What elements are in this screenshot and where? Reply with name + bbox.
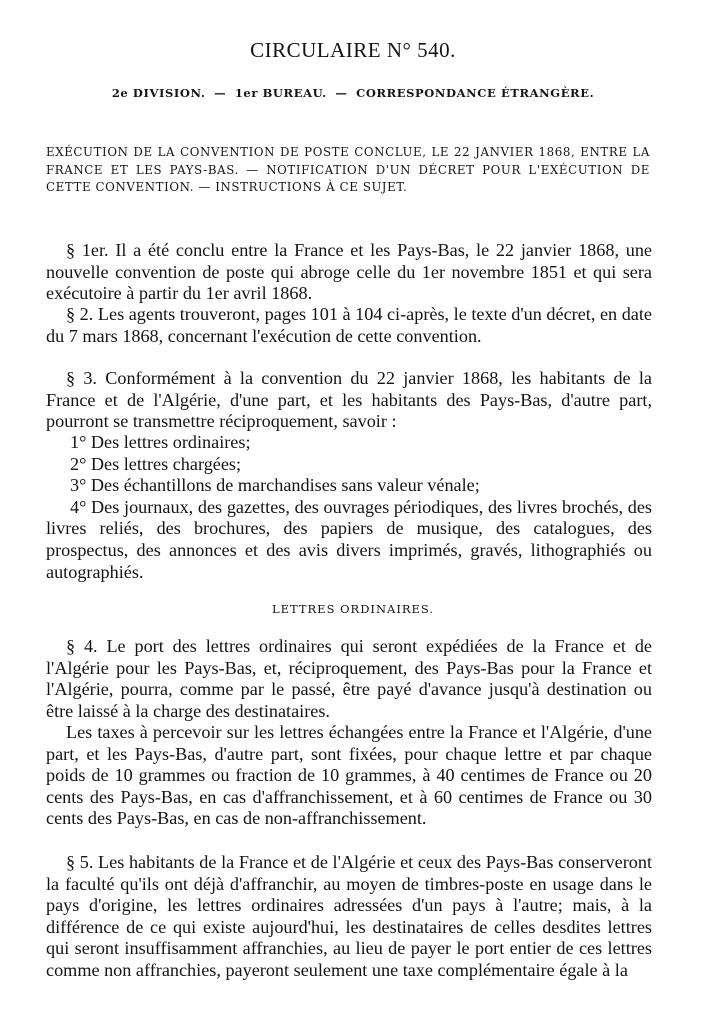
separator: — [335,86,348,100]
paragraph-4: § 4. Le port des lettres ordinaires qui seront expédiées de la France et de l'Algérie pour les Pays-Bas, et, réciproquement, des Pays-Bas pour la France et l'Algérie, pourra, comme par le passé, être payé d'avance jusqu'à destination ou être laissé à la charge des destinataires. [46,636,652,721]
service-label: CORRESPONDANCE ÉTRANGÈRE. [356,86,595,100]
department-line [0,86,706,100]
items-list [46,432,652,583]
paragraph-4b: Les taxes à percevoir sur les lettres échangées entre la France et l'Algérie, d'une part, et les Pays-Bas, d'autre part, sont fixées, pour chaque lettre et par chaque poids de 10 grammes ou fraction de 10 grammes, à 40 centimes de France ou 20 cents des Pays-Bas, en cas d'affranchissement, et à 60 centimes de France ou 30 cents des Pays-Bas, en cas de non-affranchissement. [46,722,652,829]
list-item: 2° Des lettres chargées; [70,453,242,474]
separator: — [214,86,227,100]
paragraph-3: § 3. Conformément à la convention du 22 janvier 1868, les habitants de la France et de l'Algérie, d'une part, et les habitants des Pays-Bas, d'autre part, pourront se transmettre réciproquement, savoir : [46,368,652,432]
list-item: 4° Des journaux, des gazettes, des ouvrages périodiques, des livres brochés, des livres reliés, des brochures, des papiers de musique, des catalogues, des prospectus, des annonces et des avis divers imprimés, gravés, lithographiés ou autographiés. [46,496,652,582]
paragraph-1: § 1er. Il a été conclu entre la France et les Pays-Bas, le 22 janvier 1868, une nouvelle convention de poste qui abroge celle du 1er novembre 1851 et qui sera exécutoire à partir du 1er avril 1868. [46,240,652,304]
subject-heading: EXÉCUTION DE LA CONVENTION DE POSTE CONCLUE, LE 22 JANVIER 1868, ENTRE LA FRANCE ET LES PAYS-BAS. — NOTIFICATION D'UN DÉCRET POUR L'EXÉCUTION DE CETTE CONVENTION. — INSTRUCTIONS À CE SUJET. [46,145,650,194]
section-title: LETTRES ORDINAIRES. [271,602,435,616]
circular-title: CIRCULAIRE N° 540. [250,38,456,62]
list-item: 1° Des lettres ordinaires; [70,432,251,452]
bureau-label: 1er BUREAU. [234,86,327,100]
paragraph-5: § 5. Les habitants de la France et de l'Algérie et ceux des Pays-Bas conserveront la faculté qu'ils ont déjà d'affranchir, au moyen de timbres-poste en usage dans le pays d'origine, les lettres ordinaires adressées d'un pays à l'autre; mais, à la différence de ce qui existe aujourd'hui, les destinataires de celles desdites lettres qui seront insuffisamment affranchies, au lieu de payer le port entier de ces lettres comme non affranchies, payeront seulement une taxe complémentaire égale à la [46,852,652,980]
paragraph-2: § 2. Les agents trouveront, pages 101 à 104 ci-après, le texte d'un décret, en date du 7 mars 1868, concernant l'exécution de cette convention. [46,304,652,346]
division-label: 2e DIVISION. [111,86,206,100]
list-item: 3° Des échantillons de marchandises sans valeur vénale; [70,475,480,496]
